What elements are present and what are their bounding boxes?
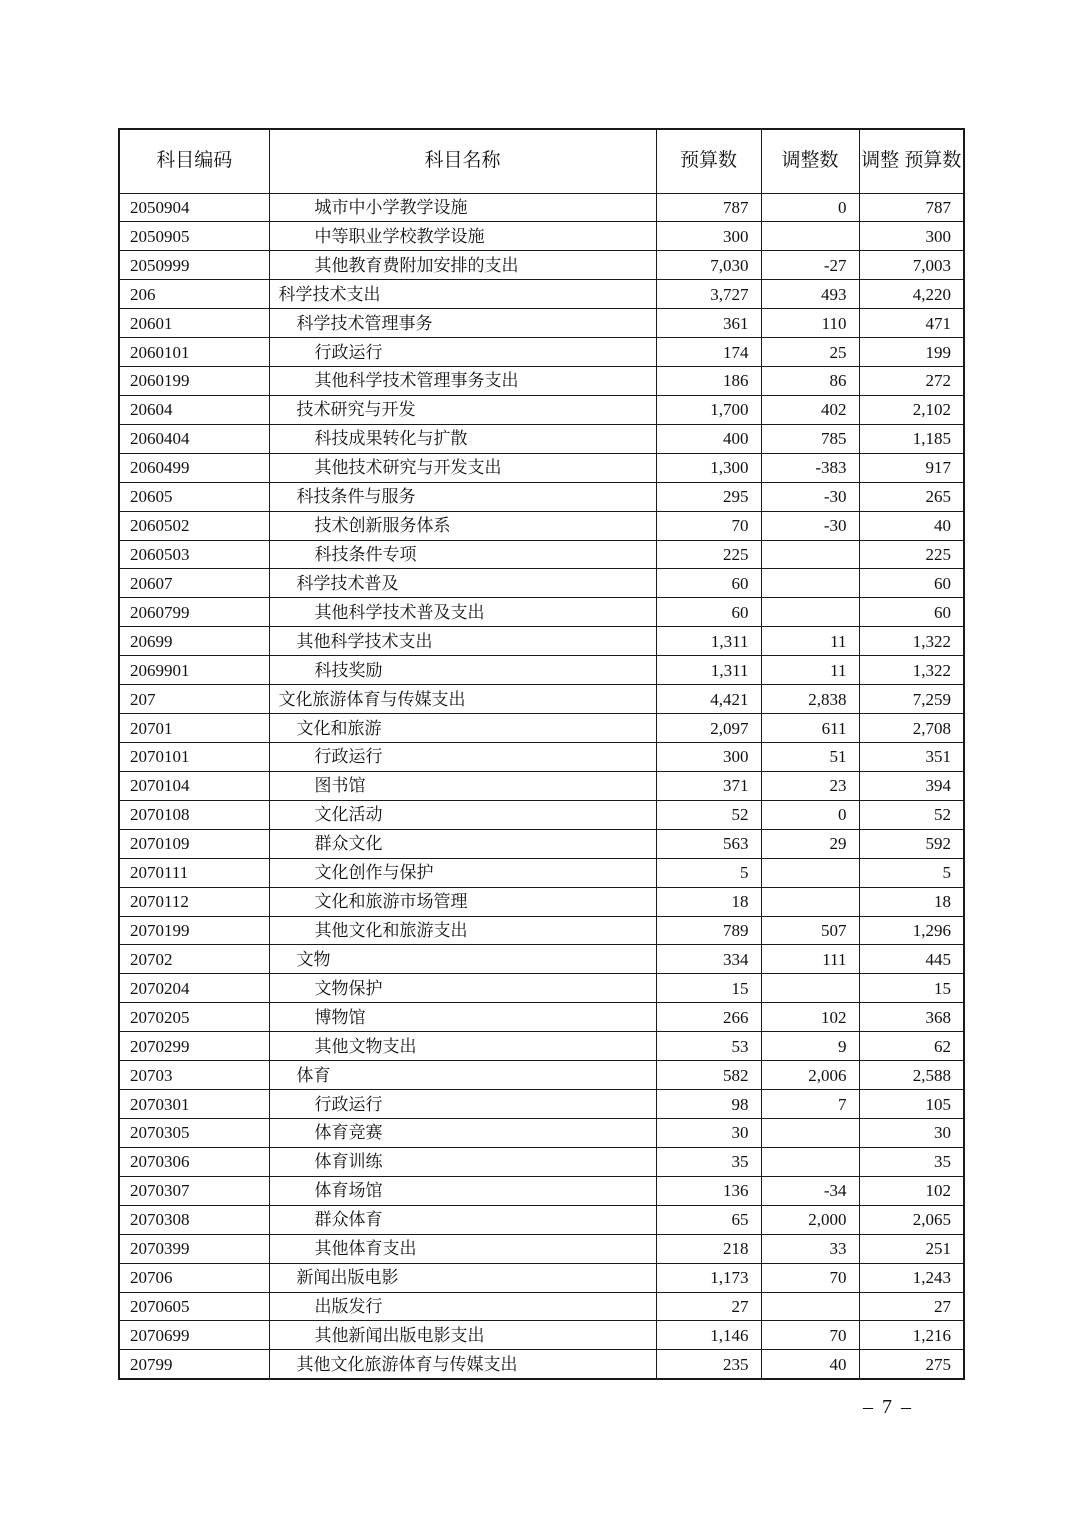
adjustment-cell: 51 xyxy=(761,743,859,772)
adjustment-cell: 23 xyxy=(761,771,859,800)
budget-cell: 300 xyxy=(656,222,761,251)
name-cell: 其他新闻出版电影支出 xyxy=(269,1321,656,1350)
code-cell: 20601 xyxy=(119,309,269,338)
code-cell: 20703 xyxy=(119,1061,269,1090)
table-row xyxy=(119,887,964,916)
table-row xyxy=(119,916,964,945)
adjustment-cell: 110 xyxy=(761,309,859,338)
code-cell: 2050904 xyxy=(119,193,269,222)
adjusted-budget-cell: 105 xyxy=(859,1090,964,1119)
name-cell: 文物保护 xyxy=(269,974,656,1003)
adjustment-cell: 111 xyxy=(761,945,859,974)
header-budget: 预算数 xyxy=(656,129,761,193)
adjusted-budget-cell: 1,296 xyxy=(859,916,964,945)
adjusted-budget-cell: 787 xyxy=(859,193,964,222)
adjustment-cell: 70 xyxy=(761,1263,859,1292)
budget-cell: 15 xyxy=(656,974,761,1003)
name-cell: 文物 xyxy=(269,945,656,974)
adjustment-cell: -383 xyxy=(761,453,859,482)
adjusted-budget-cell: 7,003 xyxy=(859,251,964,280)
budget-cell: 400 xyxy=(656,424,761,453)
adjustment-cell: 402 xyxy=(761,395,859,424)
code-cell: 2070305 xyxy=(119,1119,269,1148)
name-cell: 其他教育费附加安排的支出 xyxy=(269,251,656,280)
table-row xyxy=(119,627,964,656)
adjusted-budget-cell: 471 xyxy=(859,309,964,338)
budget-cell: 2,097 xyxy=(656,714,761,743)
adjusted-budget-cell: 40 xyxy=(859,511,964,540)
table-row xyxy=(119,1321,964,1350)
adjustment-cell xyxy=(761,598,859,627)
table-row xyxy=(119,1090,964,1119)
header-row xyxy=(119,129,964,193)
name-cell: 科技条件与服务 xyxy=(269,482,656,511)
adjustment-cell: -27 xyxy=(761,251,859,280)
name-cell: 图书馆 xyxy=(269,771,656,800)
table-row xyxy=(119,1263,964,1292)
adjustment-cell: 611 xyxy=(761,714,859,743)
name-cell: 其他文化旅游体育与传媒支出 xyxy=(269,1350,656,1379)
table-row xyxy=(119,251,964,280)
adjustment-cell xyxy=(761,1147,859,1176)
budget-cell: 1,173 xyxy=(656,1263,761,1292)
budget-cell: 35 xyxy=(656,1147,761,1176)
code-cell: 2060101 xyxy=(119,338,269,367)
adjusted-budget-cell: 368 xyxy=(859,1003,964,1032)
table-row xyxy=(119,482,964,511)
budget-cell: 1,311 xyxy=(656,656,761,685)
code-cell: 2070399 xyxy=(119,1234,269,1263)
table-row xyxy=(119,280,964,309)
adjusted-budget-cell: 102 xyxy=(859,1176,964,1205)
table-row xyxy=(119,800,964,829)
adjusted-budget-cell: 1,243 xyxy=(859,1263,964,1292)
adjustment-cell: 33 xyxy=(761,1234,859,1263)
budget-cell: 5 xyxy=(656,858,761,887)
code-cell: 20799 xyxy=(119,1350,269,1379)
name-cell: 群众文化 xyxy=(269,829,656,858)
budget-cell: 65 xyxy=(656,1205,761,1234)
code-cell: 2070104 xyxy=(119,771,269,800)
name-cell: 科学技术支出 xyxy=(269,280,656,309)
code-cell: 2070306 xyxy=(119,1147,269,1176)
table-row xyxy=(119,656,964,685)
budget-cell: 1,146 xyxy=(656,1321,761,1350)
adjusted-budget-cell: 2,102 xyxy=(859,395,964,424)
adjusted-budget-cell: 917 xyxy=(859,453,964,482)
adjustment-cell xyxy=(761,1119,859,1148)
code-cell: 2060499 xyxy=(119,453,269,482)
adjustment-cell xyxy=(761,569,859,598)
adjustment-cell: 785 xyxy=(761,424,859,453)
adjustment-cell: 25 xyxy=(761,338,859,367)
code-cell: 2070605 xyxy=(119,1292,269,1321)
table-row xyxy=(119,945,964,974)
table-row xyxy=(119,424,964,453)
adjusted-budget-cell: 251 xyxy=(859,1234,964,1263)
table-row xyxy=(119,1176,964,1205)
code-cell: 207 xyxy=(119,685,269,714)
adjustment-cell: -30 xyxy=(761,482,859,511)
name-cell: 其他科学技术普及支出 xyxy=(269,598,656,627)
name-cell: 新闻出版电影 xyxy=(269,1263,656,1292)
adjustment-cell xyxy=(761,222,859,251)
name-cell: 文化和旅游 xyxy=(269,714,656,743)
name-cell: 其他文化和旅游支出 xyxy=(269,916,656,945)
code-cell: 2070109 xyxy=(119,829,269,858)
table-header xyxy=(119,129,964,193)
budget-cell: 60 xyxy=(656,598,761,627)
adjusted-budget-cell: 27 xyxy=(859,1292,964,1321)
adjustment-cell: 102 xyxy=(761,1003,859,1032)
table-row xyxy=(119,1350,964,1379)
adjusted-budget-cell: 300 xyxy=(859,222,964,251)
budget-cell: 361 xyxy=(656,309,761,338)
budget-cell: 218 xyxy=(656,1234,761,1263)
adjusted-budget-cell: 592 xyxy=(859,829,964,858)
code-cell: 2060199 xyxy=(119,367,269,396)
budget-cell: 60 xyxy=(656,569,761,598)
code-cell: 2070301 xyxy=(119,1090,269,1119)
name-cell: 科技奖励 xyxy=(269,656,656,685)
table-row xyxy=(119,338,964,367)
budget-cell: 4,421 xyxy=(656,685,761,714)
table-row xyxy=(119,367,964,396)
name-cell: 体育场馆 xyxy=(269,1176,656,1205)
adjusted-budget-cell: 1,322 xyxy=(859,627,964,656)
budget-cell: 27 xyxy=(656,1292,761,1321)
budget-cell: 18 xyxy=(656,887,761,916)
adjusted-budget-cell: 5 xyxy=(859,858,964,887)
name-cell: 出版发行 xyxy=(269,1292,656,1321)
code-cell: 2050999 xyxy=(119,251,269,280)
name-cell: 其他科学技术支出 xyxy=(269,627,656,656)
table-row xyxy=(119,453,964,482)
table-row xyxy=(119,974,964,1003)
table-row xyxy=(119,1205,964,1234)
budget-cell: 787 xyxy=(656,193,761,222)
table-row xyxy=(119,1292,964,1321)
code-cell: 2069901 xyxy=(119,656,269,685)
adjusted-budget-cell: 445 xyxy=(859,945,964,974)
table-row xyxy=(119,1119,964,1148)
code-cell: 20607 xyxy=(119,569,269,598)
adjustment-cell xyxy=(761,887,859,916)
code-cell: 2060799 xyxy=(119,598,269,627)
name-cell: 体育 xyxy=(269,1061,656,1090)
name-cell: 行政运行 xyxy=(269,338,656,367)
budget-cell: 300 xyxy=(656,743,761,772)
adjusted-budget-cell: 18 xyxy=(859,887,964,916)
table-row xyxy=(119,222,964,251)
name-cell: 技术研究与开发 xyxy=(269,395,656,424)
budget-cell: 7,030 xyxy=(656,251,761,280)
code-cell: 2060502 xyxy=(119,511,269,540)
adjusted-budget-cell: 2,708 xyxy=(859,714,964,743)
adjusted-budget-cell: 62 xyxy=(859,1032,964,1061)
adjustment-cell: 7 xyxy=(761,1090,859,1119)
table-row xyxy=(119,540,964,569)
budget-cell: 235 xyxy=(656,1350,761,1379)
table-row xyxy=(119,395,964,424)
adjustment-cell: 507 xyxy=(761,916,859,945)
adjustment-cell xyxy=(761,858,859,887)
code-cell: 2070111 xyxy=(119,858,269,887)
name-cell: 文化和旅游市场管理 xyxy=(269,887,656,916)
code-cell: 2070112 xyxy=(119,887,269,916)
adjusted-budget-cell: 1,322 xyxy=(859,656,964,685)
adjusted-budget-cell: 2,065 xyxy=(859,1205,964,1234)
adjusted-budget-cell: 272 xyxy=(859,367,964,396)
table-row xyxy=(119,685,964,714)
adjustment-cell: 0 xyxy=(761,800,859,829)
name-cell: 中等职业学校教学设施 xyxy=(269,222,656,251)
code-cell: 2070307 xyxy=(119,1176,269,1205)
adjustment-cell: -30 xyxy=(761,511,859,540)
adjustment-cell: 0 xyxy=(761,193,859,222)
adjustment-cell: 2,006 xyxy=(761,1061,859,1090)
name-cell: 科学技术普及 xyxy=(269,569,656,598)
name-cell: 群众体育 xyxy=(269,1205,656,1234)
name-cell: 体育训练 xyxy=(269,1147,656,1176)
table-row xyxy=(119,714,964,743)
name-cell: 行政运行 xyxy=(269,1090,656,1119)
adjusted-budget-cell: 30 xyxy=(859,1119,964,1148)
code-cell: 2070699 xyxy=(119,1321,269,1350)
adjustment-cell: 86 xyxy=(761,367,859,396)
adjusted-budget-cell: 35 xyxy=(859,1147,964,1176)
adjusted-budget-cell: 60 xyxy=(859,569,964,598)
code-cell: 2070299 xyxy=(119,1032,269,1061)
code-cell: 206 xyxy=(119,280,269,309)
adjusted-budget-cell: 4,220 xyxy=(859,280,964,309)
code-cell: 20604 xyxy=(119,395,269,424)
budget-cell: 52 xyxy=(656,800,761,829)
adjustment-cell xyxy=(761,974,859,1003)
budget-table xyxy=(118,128,965,1380)
name-cell: 体育竞赛 xyxy=(269,1119,656,1148)
adjusted-budget-cell: 1,216 xyxy=(859,1321,964,1350)
adjustment-cell: 2,000 xyxy=(761,1205,859,1234)
header-subject-name: 科目名称 xyxy=(269,129,656,193)
name-cell: 文化活动 xyxy=(269,800,656,829)
name-cell: 文化旅游体育与传媒支出 xyxy=(269,685,656,714)
code-cell: 2070199 xyxy=(119,916,269,945)
adjusted-budget-cell: 351 xyxy=(859,743,964,772)
header-subject-code: 科目编码 xyxy=(119,129,269,193)
code-cell: 20605 xyxy=(119,482,269,511)
table-row xyxy=(119,193,964,222)
code-cell: 2070205 xyxy=(119,1003,269,1032)
name-cell: 其他文物支出 xyxy=(269,1032,656,1061)
table-row xyxy=(119,858,964,887)
code-cell: 2070204 xyxy=(119,974,269,1003)
table-row xyxy=(119,771,964,800)
budget-cell: 1,311 xyxy=(656,627,761,656)
budget-cell: 789 xyxy=(656,916,761,945)
budget-cell: 70 xyxy=(656,511,761,540)
table-row xyxy=(119,598,964,627)
table-row xyxy=(119,309,964,338)
name-cell: 科技条件专项 xyxy=(269,540,656,569)
budget-cell: 30 xyxy=(656,1119,761,1148)
header-adjustment: 调整数 xyxy=(761,129,859,193)
name-cell: 其他技术研究与开发支出 xyxy=(269,453,656,482)
budget-cell: 136 xyxy=(656,1176,761,1205)
table-row xyxy=(119,1061,964,1090)
adjusted-budget-cell: 1,185 xyxy=(859,424,964,453)
page-number: – 7 – xyxy=(863,1396,913,1418)
budget-cell: 1,300 xyxy=(656,453,761,482)
budget-cell: 98 xyxy=(656,1090,761,1119)
adjusted-budget-cell: 60 xyxy=(859,598,964,627)
name-cell: 博物馆 xyxy=(269,1003,656,1032)
adjusted-budget-cell: 2,588 xyxy=(859,1061,964,1090)
adjusted-budget-cell: 265 xyxy=(859,482,964,511)
adjustment-cell: -34 xyxy=(761,1176,859,1205)
adjustment-cell: 40 xyxy=(761,1350,859,1379)
adjustment-cell: 2,838 xyxy=(761,685,859,714)
name-cell: 科技成果转化与扩散 xyxy=(269,424,656,453)
adjustment-cell xyxy=(761,540,859,569)
adjusted-budget-cell: 394 xyxy=(859,771,964,800)
budget-cell: 582 xyxy=(656,1061,761,1090)
code-cell: 2070308 xyxy=(119,1205,269,1234)
table-row xyxy=(119,743,964,772)
code-cell: 2060503 xyxy=(119,540,269,569)
name-cell: 技术创新服务体系 xyxy=(269,511,656,540)
table-row xyxy=(119,1032,964,1061)
name-cell: 文化创作与保护 xyxy=(269,858,656,887)
code-cell: 2060404 xyxy=(119,424,269,453)
code-cell: 20702 xyxy=(119,945,269,974)
adjusted-budget-cell: 7,259 xyxy=(859,685,964,714)
adjusted-budget-cell: 225 xyxy=(859,540,964,569)
name-cell: 城市中小学教学设施 xyxy=(269,193,656,222)
table-body xyxy=(119,193,964,1379)
table-row xyxy=(119,1234,964,1263)
name-cell: 其他体育支出 xyxy=(269,1234,656,1263)
adjustment-cell: 29 xyxy=(761,829,859,858)
adjustment-cell: 9 xyxy=(761,1032,859,1061)
budget-cell: 1,700 xyxy=(656,395,761,424)
code-cell: 20701 xyxy=(119,714,269,743)
budget-cell: 225 xyxy=(656,540,761,569)
budget-cell: 371 xyxy=(656,771,761,800)
adjusted-budget-cell: 52 xyxy=(859,800,964,829)
budget-cell: 3,727 xyxy=(656,280,761,309)
budget-cell: 53 xyxy=(656,1032,761,1061)
name-cell: 其他科学技术管理事务支出 xyxy=(269,367,656,396)
code-cell: 20699 xyxy=(119,627,269,656)
table-row xyxy=(119,1003,964,1032)
budget-cell: 295 xyxy=(656,482,761,511)
adjustment-cell: 11 xyxy=(761,627,859,656)
adjusted-budget-cell: 275 xyxy=(859,1350,964,1379)
adjustment-cell: 493 xyxy=(761,280,859,309)
budget-cell: 186 xyxy=(656,367,761,396)
table-row xyxy=(119,1147,964,1176)
code-cell: 2070101 xyxy=(119,743,269,772)
budget-cell: 174 xyxy=(656,338,761,367)
table-row xyxy=(119,829,964,858)
adjustment-cell: 70 xyxy=(761,1321,859,1350)
budget-cell: 266 xyxy=(656,1003,761,1032)
table-row xyxy=(119,569,964,598)
budget-cell: 563 xyxy=(656,829,761,858)
adjustment-cell xyxy=(761,1292,859,1321)
code-cell: 2070108 xyxy=(119,800,269,829)
table-row xyxy=(119,511,964,540)
header-adjusted-budget: 调整 预算数 xyxy=(859,129,964,193)
budget-cell: 334 xyxy=(656,945,761,974)
adjustment-cell: 11 xyxy=(761,656,859,685)
code-cell: 2050905 xyxy=(119,222,269,251)
adjusted-budget-cell: 15 xyxy=(859,974,964,1003)
name-cell: 科学技术管理事务 xyxy=(269,309,656,338)
adjusted-budget-cell: 199 xyxy=(859,338,964,367)
name-cell: 行政运行 xyxy=(269,743,656,772)
code-cell: 20706 xyxy=(119,1263,269,1292)
